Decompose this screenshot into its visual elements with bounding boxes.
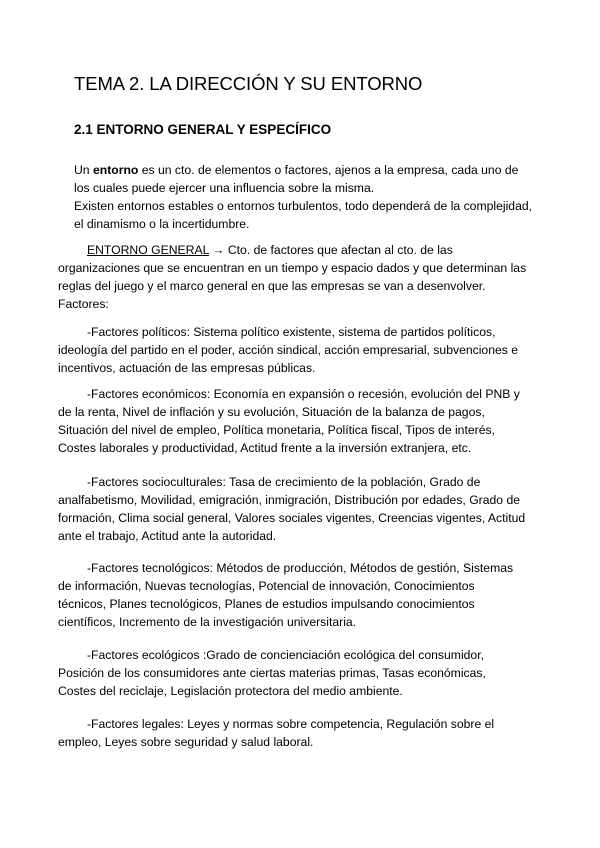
intro-line-4: el dinamismo o la incertidumbre.	[74, 217, 250, 231]
factor-ecological: -Factores ecológicos :Grado de concienciación ecológica del consumidor, Posición de los consumidores ante ciertas materias primas, Tasas económicas, Costes del reciclaje, Legislación protectora del medio ambiente.	[58, 648, 486, 698]
general-line-1: ENTORNO GENERAL → Cto. de factores que afectan al cto. de las	[87, 243, 453, 257]
intro-line-1: Un entorno es un cto. de elementos o factores, ajenos a la empresa, cada uno de	[74, 163, 519, 177]
factor-political: -Factores políticos: Sistema político existente, sistema de partidos políticos, ideología del partido en el poder, acción sindical, acción empresarial, subvenciones e incentivos, actuación de las empresas públicas.	[58, 325, 519, 375]
document-title: TEMA 2. LA DIRECCIÓN Y SU ENTORNO	[74, 73, 423, 94]
factor-technological: -Factores tecnológicos: Métodos de producción, Métodos de gestión, Sistemas de información, Nuevas tecnologías, Potencial de innovación, Conocimientos técnicos, Planes tecnológicos, Planes de estudios impulsando conocimientos científicos, Incremento de la investigación universitaria.	[58, 561, 514, 629]
general-environment-paragraph	[58, 241, 530, 313]
entorno-term: entorno	[92, 163, 139, 177]
intro-line-2: los cuales puede ejercer una influencia sobre la misma.	[74, 181, 375, 195]
section-title: 2.1 ENTORNO GENERAL Y ESPECÍFICO	[74, 122, 332, 137]
entorno-general-term: ENTORNO GENERAL	[87, 243, 209, 257]
factor-sociocultural: -Factores socioculturales: Tasa de crecimiento de la población, Grado de analfabetismo, Movilidad, emigración, inmigración, Distribución por edades, Grado de formación, Clima social general, Valores sociales vigentes, Creencias vigentes, Actitud ante el trabajo, Actitud ante la autoridad.	[58, 475, 526, 543]
general-line-2: organizaciones que se encuentran en un tiempo y espacio dados y que determinan las	[58, 261, 527, 275]
intro-line-3: Existen entornos estables o entornos turbulentos, todo dependerá de la complejidad,	[74, 199, 533, 213]
intro-paragraph	[58, 161, 533, 233]
factor-legal: -Factores legales: Leyes y normas sobre competencia, Regulación sobre el empleo, Leyes sobre seguridad y salud laboral.	[58, 717, 495, 749]
factor-economic: -Factores económicos: Economía en expansión o recesión, evolución del PNB y de la renta, Nivel de inflación y su evolución, Situación de la balanza de pagos, Situación del nivel de empleo, Política monetaria, Política fiscal, Tipos de interés, Costes laborales y productividad, Actitud frente a la inversión extranjera, etc.	[58, 387, 520, 455]
general-line-4: Factores:	[58, 297, 109, 311]
general-line-3: reglas del juego y el marco general en que las empresas se van a desenvolver.	[58, 279, 486, 293]
